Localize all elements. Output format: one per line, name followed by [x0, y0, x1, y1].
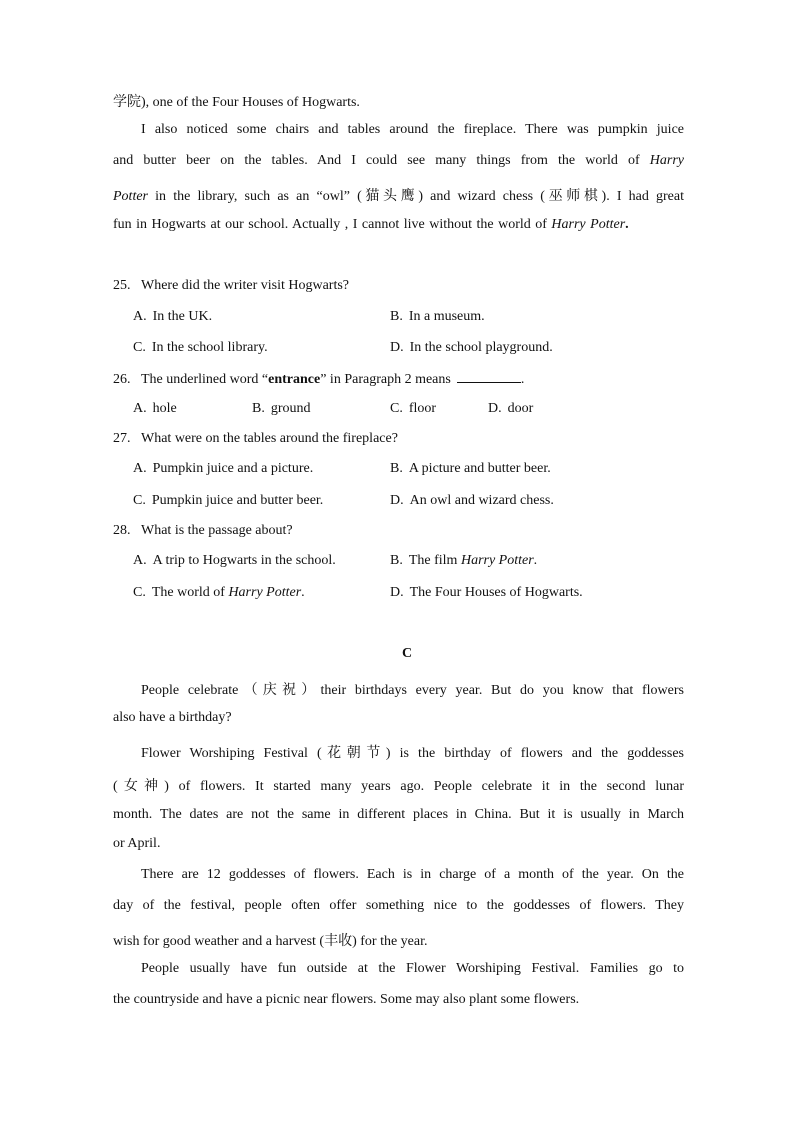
option-text: .: [301, 585, 305, 600]
question-number: 25.: [113, 278, 131, 293]
option-27-b[interactable]: [390, 461, 551, 477]
option-text: hole: [152, 401, 177, 416]
question-number: 28.: [113, 523, 131, 538]
option-text: door: [507, 401, 534, 416]
option-text: A trip to Hogwarts in the school.: [152, 553, 336, 568]
italic-title: Harry Potter: [460, 553, 534, 568]
passage-line: I also noticed some chairs and tables around the fireplace. There was pumpkin juice: [141, 122, 684, 137]
italic-title: Harry Potter: [228, 585, 302, 600]
question-28-stem: [113, 523, 293, 539]
question-text: What is the passage about?: [141, 523, 293, 538]
option-letter: A.: [133, 401, 147, 416]
passage-line: People usually have fun outside at the Flower Worshiping Festival. Families go to: [141, 961, 684, 976]
period: .: [625, 217, 629, 232]
option-25-b[interactable]: [390, 309, 485, 325]
option-26-d[interactable]: [488, 401, 533, 417]
option-text: In the school library.: [151, 340, 268, 355]
passage-line: [113, 153, 684, 169]
option-27-c[interactable]: [133, 493, 323, 509]
option-letter: C.: [133, 340, 146, 355]
option-text: .: [533, 553, 538, 568]
option-letter: B.: [390, 461, 403, 476]
underlined-word: entrance: [268, 372, 321, 387]
option-letter: D.: [390, 340, 404, 355]
option-text: Pumpkin juice and butter beer.: [151, 493, 324, 508]
option-28-b[interactable]: [390, 553, 537, 569]
passage-line: wish for good weather and a harvest (丰收) for the year.: [113, 934, 428, 949]
answer-blank: [457, 370, 521, 383]
option-27-a[interactable]: [133, 461, 313, 477]
option-text: In the UK.: [152, 309, 213, 324]
option-letter: D.: [390, 493, 404, 508]
option-letter: B.: [390, 553, 403, 568]
passage-line: There are 12 goddesses of flowers. Each is in charge of a month of the year. On the: [141, 867, 684, 882]
italic-title: Harry Potter: [551, 217, 626, 232]
option-text: Pumpkin juice and a picture.: [152, 461, 314, 476]
question-number: 27.: [113, 431, 131, 446]
passage-line-text: fun in Hogwarts at our school. Actually , I cannot live without the world of: [113, 217, 547, 232]
question-text: ” in Paragraph 2 means: [320, 372, 451, 387]
option-text: floor: [408, 401, 437, 416]
option-letter: D.: [488, 401, 502, 416]
italic-title: Potter: [113, 189, 148, 204]
passage-line-text: in the library, such as an “owl” (猫头鹰) and wizard chess (巫师棋). I had great: [155, 189, 685, 204]
option-letter: C.: [133, 585, 146, 600]
passage-line: the countryside and have a picnic near flowers. Some may also plant some flowers.: [113, 992, 580, 1007]
option-letter: C.: [390, 401, 403, 416]
question-27-stem: [113, 431, 398, 447]
passage-line: day of the festival, people often offer something nice to the goddesses of flowers. They: [113, 898, 684, 913]
passage-line-text: and butter beer on the tables. And I could see many things from the world of: [113, 153, 640, 168]
option-text: The world of: [151, 585, 225, 600]
option-text: In a museum.: [408, 309, 485, 324]
option-text: The film: [408, 553, 458, 568]
question-25-stem: [113, 278, 349, 294]
passage-line: People celebrate（庆祝）their birthdays every year. But do you know that flowers: [141, 683, 684, 698]
option-letter: A.: [133, 309, 147, 324]
question-number: 26.: [113, 372, 131, 387]
passage-line: month. The dates are not the same in different places in China. But it is usually in March: [113, 807, 684, 822]
option-letter: B.: [390, 309, 403, 324]
passage-line: [113, 217, 629, 233]
option-26-a[interactable]: [133, 401, 177, 417]
passage-line: also have a birthday?: [113, 710, 232, 725]
passage-line: or April.: [113, 836, 161, 851]
option-text: In the school playground.: [409, 340, 553, 355]
option-28-c[interactable]: [133, 585, 305, 601]
passage-line: (女神) of flowers. It started many years ago. People celebrate it in the second lunar: [113, 779, 684, 794]
italic-title: Harry: [649, 153, 685, 168]
passage-line: 学院), one of the Four Houses of Hogwarts.: [113, 95, 360, 110]
option-25-a[interactable]: [133, 309, 212, 325]
option-letter: A.: [133, 553, 147, 568]
question-text: Where did the writer visit Hogwarts?: [141, 278, 349, 293]
section-heading: C: [401, 646, 413, 661]
option-letter: B.: [252, 401, 265, 416]
option-letter: A.: [133, 461, 147, 476]
option-28-d[interactable]: [390, 585, 583, 601]
question-text: The underlined word “: [141, 372, 269, 387]
question-26-stem: 26. The underlined word “entrance” in Paragraph 2 means .: [113, 372, 525, 387]
option-text: ground: [270, 401, 311, 416]
question-text: What were on the tables around the fireplace?: [141, 431, 398, 446]
option-letter: D.: [390, 585, 404, 600]
option-text: An owl and wizard chess.: [409, 493, 554, 508]
option-28-a[interactable]: [133, 553, 336, 569]
option-letter: C.: [133, 493, 146, 508]
option-26-c[interactable]: [390, 401, 436, 417]
option-text: The Four Houses of Hogwarts.: [409, 585, 583, 600]
option-text: A picture and butter beer.: [408, 461, 551, 476]
option-27-d[interactable]: [390, 493, 554, 509]
option-26-b[interactable]: [252, 401, 311, 417]
passage-line: [113, 185, 684, 205]
option-25-c[interactable]: [133, 340, 268, 356]
passage-line: Flower Worshiping Festival (花朝节) is the birthday of flowers and the goddesses: [141, 746, 684, 761]
option-25-d[interactable]: [390, 340, 553, 356]
